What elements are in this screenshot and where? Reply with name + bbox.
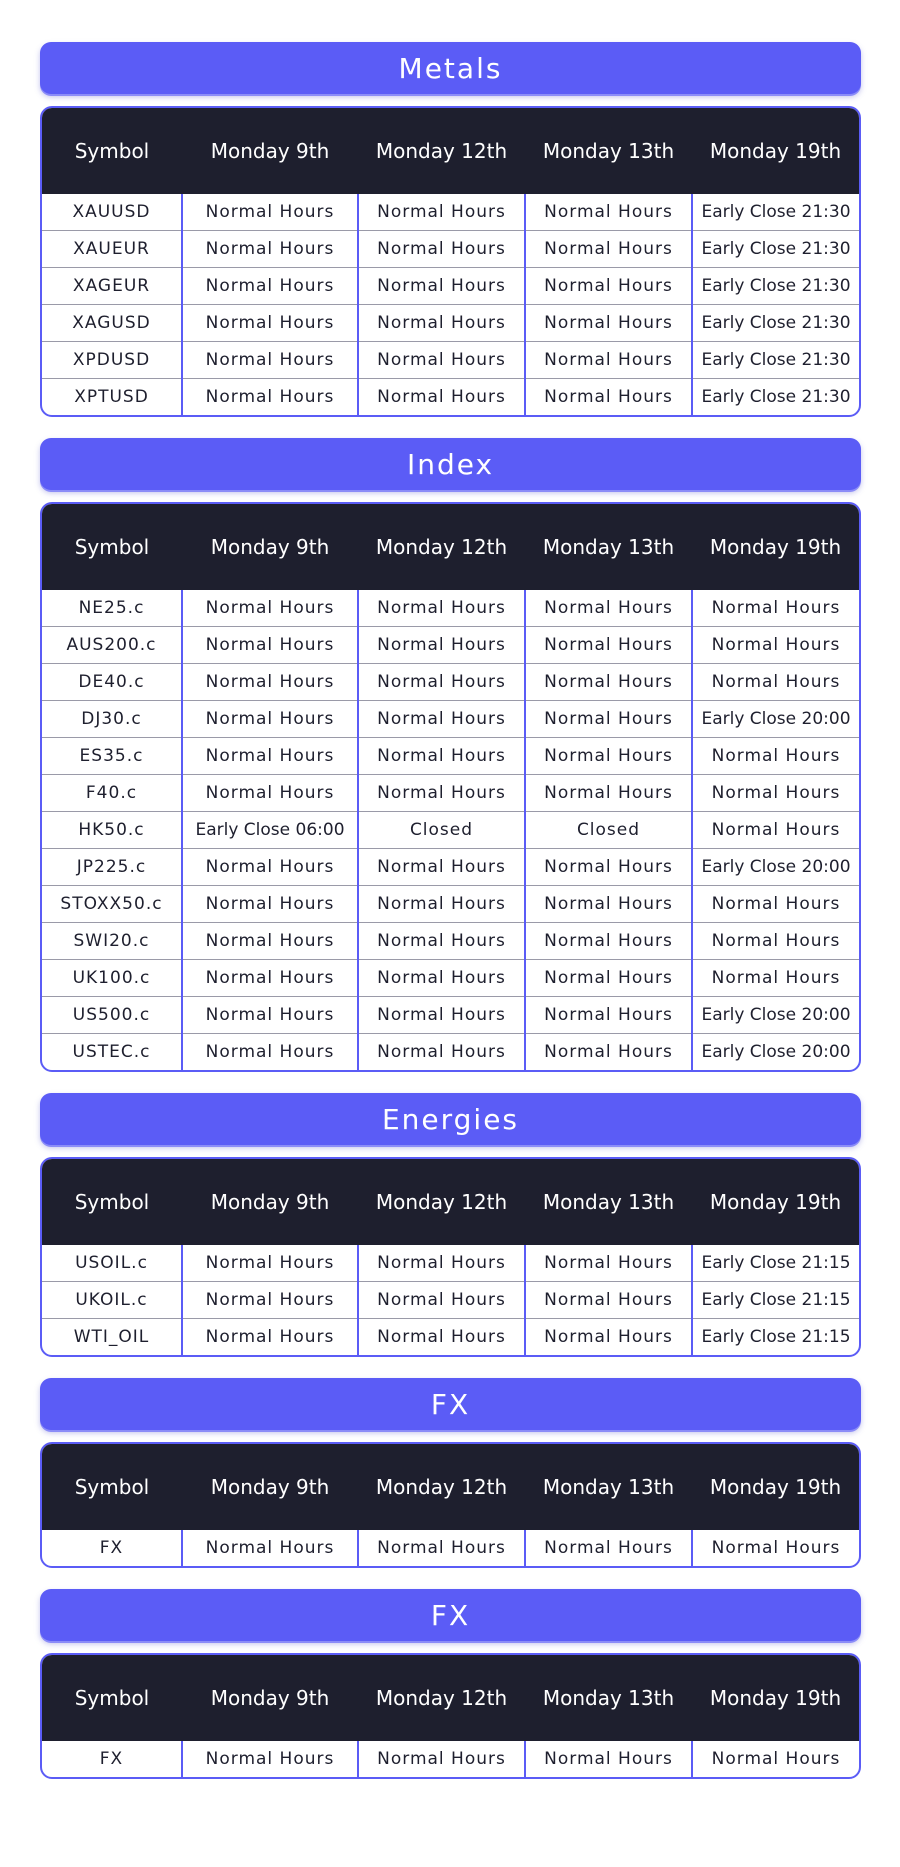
session-status-cell: Normal Hours xyxy=(182,775,358,812)
table-row xyxy=(42,960,859,997)
table-row xyxy=(42,342,859,379)
column-header-date: Monday 19th xyxy=(692,108,859,194)
table-row xyxy=(42,627,859,664)
session-status-cell: Normal Hours xyxy=(525,1282,692,1319)
symbol-cell: UKOIL.c xyxy=(42,1282,182,1319)
section-title-index-1: Index xyxy=(40,438,861,490)
symbol-cell: FX xyxy=(99,1749,124,1769)
symbol-cell: JP225.c xyxy=(42,849,182,886)
session-status-cell: Normal Hours xyxy=(358,960,525,997)
schedule-table-fx-3 xyxy=(40,1442,861,1568)
table-row xyxy=(42,1245,859,1282)
symbol-cell: USTEC.c xyxy=(42,1034,182,1071)
session-status-cell: Normal Hours xyxy=(182,1741,358,1777)
session-status-cell: Normal Hours xyxy=(358,1282,525,1319)
table-header-row xyxy=(42,1655,859,1741)
session-status-cell: Normal Hours xyxy=(525,1319,692,1356)
session-status-cell: Normal Hours xyxy=(182,1282,358,1319)
table-row xyxy=(42,701,859,738)
table-row xyxy=(42,775,859,812)
session-status-cell: Early Close 21:30 xyxy=(692,231,859,268)
table-row xyxy=(42,231,859,268)
table-row xyxy=(42,849,859,886)
symbol-cell: AUS200.c xyxy=(42,627,182,664)
session-status-cell: Normal Hours xyxy=(182,305,358,342)
session-status-cell: Normal Hours xyxy=(182,590,358,627)
column-header-date: Monday 13th xyxy=(525,1655,692,1741)
section-title-fx-4: FX xyxy=(40,1589,861,1641)
table-header-row xyxy=(42,1444,859,1530)
column-header-date: Monday 12th xyxy=(358,1159,525,1245)
symbol-cell: ES35.c xyxy=(42,738,182,775)
session-status-cell: Normal Hours xyxy=(358,1530,525,1566)
session-status-cell: Normal Hours xyxy=(525,1530,692,1566)
table-row xyxy=(42,1741,859,1777)
symbol-cell: STOXX50.c xyxy=(42,886,182,923)
table-row xyxy=(42,1319,859,1356)
session-status-cell: Normal Hours xyxy=(182,342,358,379)
session-status-cell: Normal Hours xyxy=(182,231,358,268)
schedule-table-fx-4 xyxy=(40,1653,861,1779)
session-status-cell: Normal Hours xyxy=(358,1319,525,1356)
session-status-cell: Normal Hours xyxy=(358,923,525,960)
column-header-date: Monday 9th xyxy=(182,1655,358,1741)
symbol-cell: XAGUSD xyxy=(42,305,182,342)
section-title-fx-3: FX xyxy=(40,1378,861,1430)
symbol-cell: XAGEUR xyxy=(42,268,182,305)
session-status-cell: Early Close 21:30 xyxy=(692,379,859,416)
session-status-cell: Normal Hours xyxy=(182,1530,358,1566)
table-row xyxy=(42,305,859,342)
session-status-cell: Normal Hours xyxy=(358,305,525,342)
column-header-date: Monday 12th xyxy=(358,504,525,590)
session-status-cell: Early Close 21:30 xyxy=(692,268,859,305)
trading-hours-schedule xyxy=(40,42,861,1779)
column-header-date: Monday 13th xyxy=(525,1444,692,1530)
session-status-cell: Normal Hours xyxy=(525,960,692,997)
column-header-date: Monday 9th xyxy=(182,1444,358,1530)
session-status-cell: Early Close 20:00 xyxy=(692,997,859,1034)
session-status-cell: Normal Hours xyxy=(525,342,692,379)
session-status-cell: Normal Hours xyxy=(358,849,525,886)
session-status-cell: Normal Hours xyxy=(525,268,692,305)
symbol-cell: WTI_OIL xyxy=(42,1319,182,1356)
table-row xyxy=(42,379,859,416)
table-row xyxy=(42,812,859,849)
session-status-cell: Normal Hours xyxy=(358,268,525,305)
section-spacer xyxy=(40,417,861,438)
session-status-cell: Normal Hours xyxy=(525,231,692,268)
session-status-cell: Normal Hours xyxy=(182,960,358,997)
schedule-table xyxy=(42,1159,859,1355)
symbol-cell: F40.c xyxy=(42,775,182,812)
symbol-cell: XAUUSD xyxy=(72,202,151,222)
column-header-date: Monday 19th xyxy=(692,1655,859,1741)
session-status-cell: Normal Hours xyxy=(525,590,692,627)
session-status-cell: Normal Hours xyxy=(525,1245,692,1282)
session-status-cell: Normal Hours xyxy=(182,379,358,416)
session-status-cell: Normal Hours xyxy=(182,886,358,923)
table-row xyxy=(42,590,859,627)
column-header-date: Monday 13th xyxy=(525,108,692,194)
table-row xyxy=(42,738,859,775)
section-title-energies-2: Energies xyxy=(40,1093,861,1145)
column-header-date: Monday 12th xyxy=(358,108,525,194)
session-status-cell: Normal Hours xyxy=(525,1741,692,1777)
symbol-cell: UK100.c xyxy=(42,960,182,997)
session-status-cell: Normal Hours xyxy=(182,849,358,886)
table-header-row xyxy=(42,1159,859,1245)
session-status-cell: Normal Hours xyxy=(525,923,692,960)
session-status-cell: Normal Hours xyxy=(525,664,692,701)
table-row xyxy=(42,1282,859,1319)
session-status-cell: Normal Hours xyxy=(692,775,859,812)
session-status-cell: Normal Hours xyxy=(358,1034,525,1071)
session-status-cell: Normal Hours xyxy=(692,960,859,997)
session-status-cell: Normal Hours xyxy=(525,627,692,664)
symbol-cell: XPTUSD xyxy=(42,379,182,416)
session-status-cell: Normal Hours xyxy=(525,305,692,342)
symbol-cell: DE40.c xyxy=(42,664,182,701)
session-status-cell: Normal Hours xyxy=(358,664,525,701)
session-status-cell: Early Close 21:15 xyxy=(692,1319,859,1356)
column-header-date: Monday 9th xyxy=(182,504,358,590)
session-status-cell: Normal Hours xyxy=(692,886,859,923)
table-row xyxy=(42,1034,859,1071)
symbol-cell: DJ30.c xyxy=(42,701,182,738)
session-status-cell: Early Close 21:30 xyxy=(692,342,859,379)
column-header-date: Monday 9th xyxy=(182,1159,358,1245)
column-header-symbol: Symbol xyxy=(42,108,182,194)
session-status-cell: Normal Hours xyxy=(525,775,692,812)
symbol-cell: SWI20.c xyxy=(42,923,182,960)
session-status-cell: Normal Hours xyxy=(358,738,525,775)
session-status-cell: Normal Hours xyxy=(692,923,859,960)
symbol-cell: US500.c xyxy=(42,997,182,1034)
session-status-cell: Normal Hours xyxy=(358,379,525,416)
session-status-cell: Early Close 20:00 xyxy=(692,849,859,886)
session-status-cell: Normal Hours xyxy=(358,342,525,379)
session-status-cell: Normal Hours xyxy=(358,231,525,268)
session-status-cell: Normal Hours xyxy=(525,997,692,1034)
table-row xyxy=(42,194,859,231)
session-status-cell: Normal Hours xyxy=(182,268,358,305)
session-status-cell: Normal Hours xyxy=(525,849,692,886)
column-header-date: Monday 13th xyxy=(525,1159,692,1245)
column-header-date: Monday 12th xyxy=(358,1444,525,1530)
schedule-table xyxy=(42,504,859,1070)
session-status-cell: Normal Hours xyxy=(692,1530,859,1566)
session-status-cell: Normal Hours xyxy=(525,701,692,738)
session-status-cell: Normal Hours xyxy=(182,923,358,960)
column-header-date: Monday 12th xyxy=(358,1655,525,1741)
section-spacer xyxy=(40,1357,861,1378)
symbol-cell: XPDUSD xyxy=(42,342,182,379)
session-status-cell: Early Close 20:00 xyxy=(692,1034,859,1071)
session-status-cell: Normal Hours xyxy=(358,627,525,664)
symbol-cell: XAUEUR xyxy=(42,231,182,268)
table-header-row xyxy=(42,504,859,590)
session-status-cell: Normal Hours xyxy=(358,886,525,923)
session-status-cell: Normal Hours xyxy=(358,997,525,1034)
session-status-cell: Early Close 20:00 xyxy=(692,701,859,738)
column-header-date: Monday 13th xyxy=(525,504,692,590)
section-spacer xyxy=(40,1072,861,1093)
session-status-cell: Normal Hours xyxy=(358,590,525,627)
column-header-date: Monday 19th xyxy=(692,1159,859,1245)
schedule-table xyxy=(42,108,859,415)
session-status-cell: Normal Hours xyxy=(182,1245,358,1282)
symbol-cell: NE25.c xyxy=(78,598,145,618)
session-status-cell: Normal Hours xyxy=(358,701,525,738)
section-title-metals-0: Metals xyxy=(40,42,861,94)
column-header-date: Monday 9th xyxy=(182,108,358,194)
session-status-cell: Normal Hours xyxy=(182,997,358,1034)
symbol-cell: HK50.c xyxy=(42,812,182,849)
column-header-symbol: Symbol xyxy=(42,504,182,590)
column-header-date: Monday 19th xyxy=(692,504,859,590)
session-status-cell: Normal Hours xyxy=(525,194,692,231)
schedule-table-metals-0 xyxy=(40,106,861,417)
table-header-row xyxy=(42,108,859,194)
column-header-symbol: Symbol xyxy=(42,1159,182,1245)
schedule-table xyxy=(42,1444,859,1566)
session-status-cell: Early Close 21:15 xyxy=(692,1282,859,1319)
session-status-cell: Early Close 06:00 xyxy=(182,812,358,849)
session-status-cell: Closed xyxy=(358,812,525,849)
session-status-cell: Normal Hours xyxy=(182,1034,358,1071)
schedule-table-index-1 xyxy=(40,502,861,1072)
session-status-cell: Normal Hours xyxy=(358,775,525,812)
session-status-cell: Normal Hours xyxy=(525,738,692,775)
session-status-cell: Closed xyxy=(525,812,692,849)
session-status-cell: Early Close 21:30 xyxy=(692,194,859,231)
session-status-cell: Normal Hours xyxy=(692,627,859,664)
session-status-cell: Normal Hours xyxy=(358,1245,525,1282)
table-row xyxy=(42,664,859,701)
session-status-cell: Early Close 21:30 xyxy=(692,305,859,342)
session-status-cell: Normal Hours xyxy=(358,1741,525,1777)
session-status-cell: Normal Hours xyxy=(692,590,859,627)
session-status-cell: Normal Hours xyxy=(182,701,358,738)
session-status-cell: Normal Hours xyxy=(692,1741,859,1777)
table-row xyxy=(42,886,859,923)
column-header-symbol: Symbol xyxy=(42,1655,182,1741)
session-status-cell: Normal Hours xyxy=(182,738,358,775)
session-status-cell: Normal Hours xyxy=(182,664,358,701)
table-row xyxy=(42,1530,859,1566)
session-status-cell: Normal Hours xyxy=(692,738,859,775)
symbol-cell: USOIL.c xyxy=(75,1253,148,1273)
symbol-cell: FX xyxy=(99,1538,124,1558)
schedule-table-energies-2 xyxy=(40,1157,861,1357)
session-status-cell: Normal Hours xyxy=(525,1034,692,1071)
session-status-cell: Normal Hours xyxy=(182,194,358,231)
column-header-symbol: Symbol xyxy=(42,1444,182,1530)
table-row xyxy=(42,997,859,1034)
table-row xyxy=(42,268,859,305)
session-status-cell: Normal Hours xyxy=(358,194,525,231)
table-row xyxy=(42,923,859,960)
column-header-date: Monday 19th xyxy=(692,1444,859,1530)
session-status-cell: Early Close 21:15 xyxy=(692,1245,859,1282)
session-status-cell: Normal Hours xyxy=(525,886,692,923)
session-status-cell: Normal Hours xyxy=(692,812,859,849)
session-status-cell: Normal Hours xyxy=(692,664,859,701)
session-status-cell: Normal Hours xyxy=(182,1319,358,1356)
session-status-cell: Normal Hours xyxy=(525,379,692,416)
session-status-cell: Normal Hours xyxy=(182,627,358,664)
schedule-table xyxy=(42,1655,859,1777)
section-spacer xyxy=(40,1568,861,1589)
